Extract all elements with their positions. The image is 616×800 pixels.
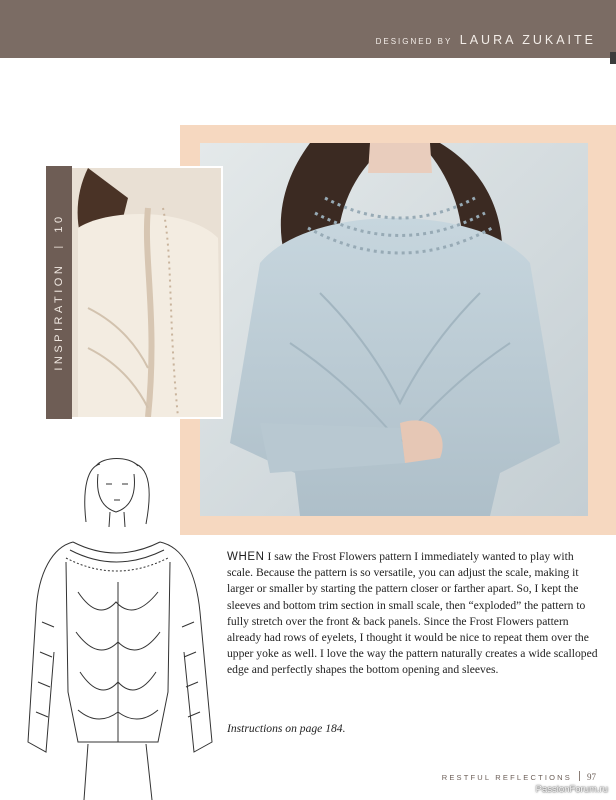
inspiration-photo-illustration [48, 168, 221, 417]
designer-name: LAURA ZUKAITE [459, 33, 596, 47]
page-footer [442, 767, 596, 785]
page-number: 97 [587, 772, 596, 782]
designer-credit [376, 31, 596, 49]
section-title: RESTFUL REFLECTIONS [441, 773, 572, 782]
inspiration-label [53, 213, 65, 370]
body-text: I saw the Frost Flowers pattern I immediately wanted to play with scale. Because the pattern is so versatile, you can adjust the scale, making it larger or smaller by starting the pattern closer or farther apart. So, I kept the sleeves and bottom trim section in small scale, then “exploded” the pattern to fully stretch over the front & back panels. Since the Frost Flowers pattern already had rows of eyelets, I thought it would be nice to repeat them over the upper yoke as well. I love the way the pattern naturally creates a wide scalloped edge and perfectly shapes the bottom opening and sleeves. [227, 550, 598, 677]
page-edge-mark [610, 52, 616, 64]
inspiration-label-text: INSPIRATION [53, 262, 65, 371]
watermark: PassionForum.ru [535, 784, 608, 795]
label-divider [54, 247, 63, 248]
sweater-photo-illustration [200, 143, 588, 516]
designed-by-label: DESIGNED BY [375, 37, 453, 46]
inspiration-photo [46, 166, 223, 419]
instructions-reference: Instructions on page 184. [227, 722, 346, 735]
footer-divider [579, 771, 580, 781]
header-band [0, 0, 616, 58]
inspiration-number: 10 [53, 213, 65, 233]
main-sweater-photo [200, 143, 588, 516]
body-lead-word: WHEN [227, 551, 265, 563]
fashion-sketch [18, 452, 218, 800]
body-paragraph [227, 549, 599, 679]
